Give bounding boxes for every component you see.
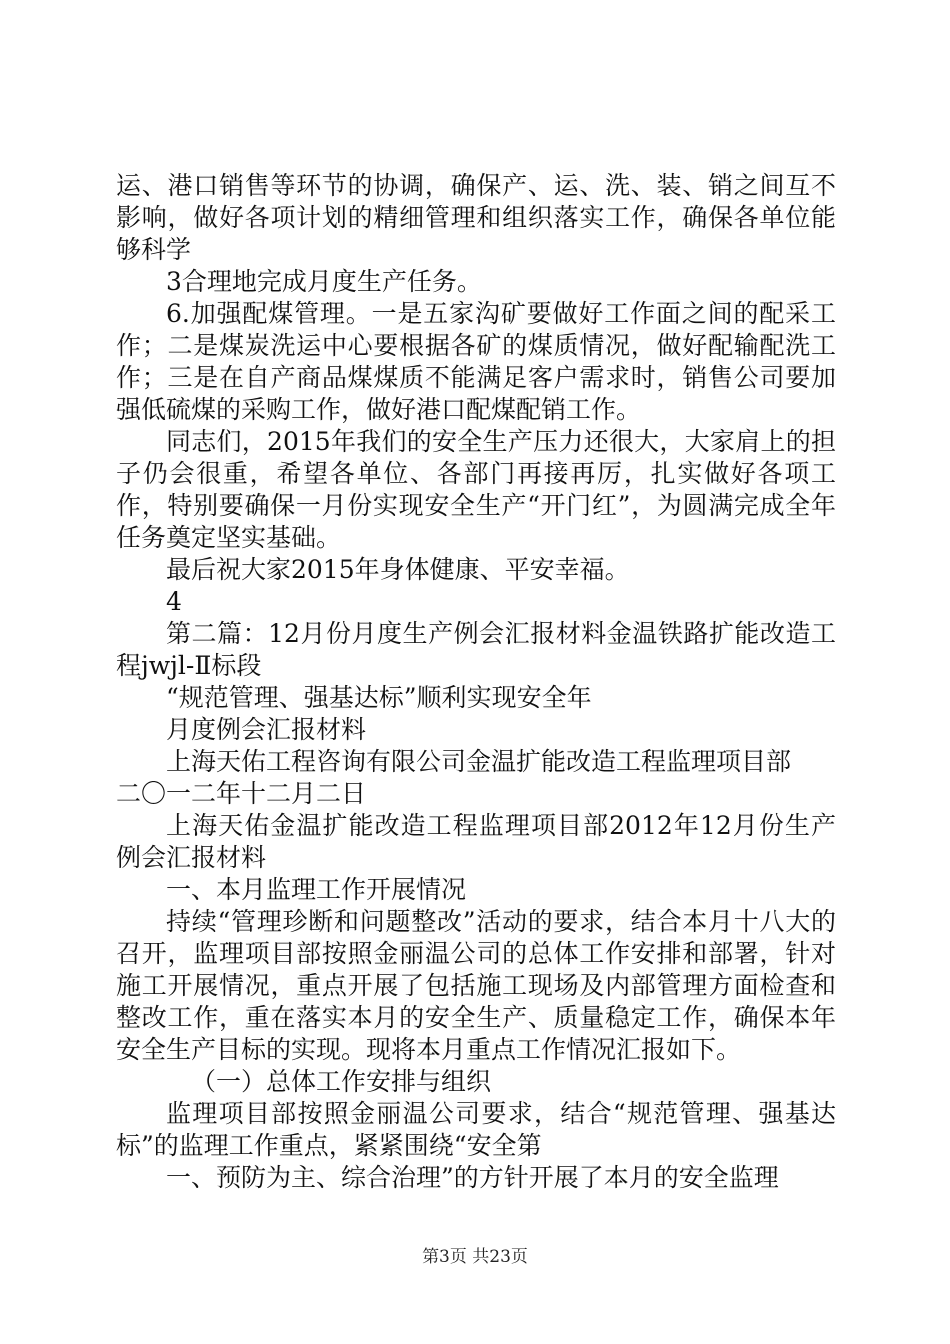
paragraph-12: 上海天佑金温扩能改造工程监理项目部2012年12月份生产例会汇报材料	[116, 811, 836, 872]
paragraph-16: 监理项目部按照金丽温公司要求，结合“规范管理、强基达标”的监理工作重点，紧紧围绕“安全第	[116, 1099, 836, 1160]
page-footer: 第3页 共23页	[422, 1247, 528, 1267]
report-subtitle: “规范管理、强基达标”顺利实现安全年	[166, 683, 592, 712]
paragraph-14: 持续“管理珍断和问题整改”活动的要求，结合本月十八大的召开，监理项目部按照金丽温公司的总体工作安排和部署，针对施工开展情况，重点开展了包括施工现场及内部管理方面检查和整改工作，重在落实本月的安全生产、质量稳定工作，确保本年安全生产目标的实现。现将本月重点工作情况汇报如下。	[116, 907, 836, 1064]
paragraph-5: 最后祝大家2015年身体健康、平安幸福。	[166, 555, 630, 584]
section-heading-2: 第二篇：12月份月度生产例会汇报材料金温铁路扩能改造工程jwjl-Ⅱ标段	[116, 619, 836, 680]
paragraph-6: 4	[166, 587, 182, 616]
report-title: 月度例会汇报材料	[166, 715, 367, 744]
paragraph-2: 3合理地完成月度生产任务。	[166, 267, 482, 296]
subsection-heading-2: （一）总体工作安排与组织	[191, 1067, 492, 1096]
report-date: 二〇一二年十二月二日	[116, 779, 367, 808]
report-organization: 上海天佑工程咨询有限公司金温扩能改造工程监理项目部	[166, 747, 792, 776]
document-body	[116, 170, 836, 1194]
paragraph-1: 运、港口销售等环节的协调，确保产、运、洗、装、销之间互不影响，做好各项计划的精细管理和组织落实工作，确保各单位能够科学	[116, 171, 836, 264]
paragraph-3: 6.加强配煤管理。一是五家沟矿要做好工作面之间的配采工作；二是煤炭洗运中心要根据各矿的煤质情况，做好配输配洗工作；三是在自产商品煤煤质不能满足客户需求时，销售公司要加强低硫煤的采购工作，做好港口配煤配销工作。	[116, 299, 836, 424]
subsection-heading-1: 一、本月监理工作开展情况	[166, 875, 467, 904]
paragraph-17: 一、预防为主、综合治理”的方针开展了本月的安全监理	[166, 1163, 779, 1192]
paragraph-4: 同志们，2015年我们的安全生产压力还很大，大家肩上的担子仍会很重，希望各单位、各部门再接再厉，扎实做好各项工作，特别要确保一月份实现安全生产“开门红”，为圆满完成全年任务奠定坚实基础。	[116, 427, 836, 552]
